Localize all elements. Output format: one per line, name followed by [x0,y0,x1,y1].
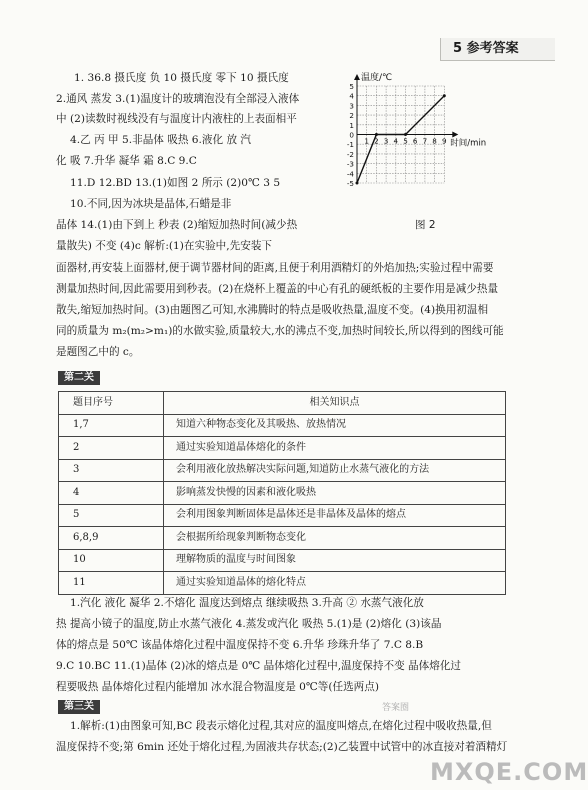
table-cell: 会根据所给现象判断物态变化 [164,527,506,550]
answer-line: 温度保持不变;第 6min 还处于熔化过程,为固液共存状态;(2)乙装置中试管中的冰直接对着酒精灯 [56,741,508,753]
series-line [357,96,444,183]
y-tick-label: 0 [349,130,354,140]
table-header-row [59,392,506,415]
table-cell: 影响蒸发快慢的因素和液化吸热 [164,482,506,505]
page-header: 5 参考答案 [453,41,519,56]
y-axis-arrow [354,74,360,80]
answer-line: 1.解析:(1)由图象可知,BC 段表示熔化过程,其对应的温度叫熔点,在熔化过程中吸收热量,但 [70,720,492,732]
watermark-logo: MXQE.COM [430,758,588,786]
table-row [59,572,506,595]
table-cell: 11 [59,572,164,595]
column-header: 相关知识点 [164,392,506,415]
answer-line: 热 提高小镜子的温度,防止水蒸气液化 4.蒸发或汽化 吸热 5.(1)是 (2)熔化 (3)该晶 [56,618,442,630]
table-row [59,482,506,505]
answer-line: 11.D 12.BD 13.(1)如图 2 所示 (2)0℃ 3 5 [70,177,281,189]
x-axis-label: 时间/min [450,138,487,149]
y-tick-label: 5 [349,82,354,91]
knowledge-table [58,391,506,595]
data-point [356,182,359,185]
x-tick-label: 1 [364,136,369,146]
answer-line: 面器材,再安装上面器材,便于调节器材间的距离,且便于利用酒精灯的外焰加热;实验过程中需要 [56,262,494,274]
x-tick-label: 2 [374,136,379,146]
table-row [59,459,506,482]
table-cell: 1,7 [59,414,164,437]
answer-line: 1.汽化 液化 凝华 2.不熔化 温度达到熔点 继续吸热 3.升高 ② 水蒸气液化放 [70,597,424,609]
data-point [443,94,446,97]
table-row [59,414,506,437]
answer-line: 2.通风 蒸发 3.(1)温度计的玻璃泡没有全部浸入液体 [56,93,300,105]
table-cell: 通过实验知道晶体熔化的条件 [164,437,506,460]
column-header: 题目序号 [59,392,164,415]
y-tick-label: -3 [346,159,354,169]
table-cell: 4 [59,482,164,505]
y-tick-label: 1 [349,120,354,130]
answer-line: 化 吸 7.升华 凝华 霜 8.C 9.C [56,155,197,167]
table-row [59,527,506,550]
table-cell: 理解物质的温度与时间图象 [164,549,506,572]
y-axis-label: 温度/℃ [361,73,393,83]
x-tick-label: 6 [412,136,418,146]
x-axis-arrow [452,132,458,138]
temperature-time-chart [345,64,505,214]
table-cell: 10 [59,549,164,572]
y-tick-label: 4 [349,91,354,101]
y-tick-label: 2 [349,111,354,121]
y-tick-label: -4 [346,169,354,179]
table-row [59,437,506,460]
section-tag-3: 第三关 [58,700,100,714]
answer-line: 程要吸热 晶体熔化过程内能增加 冰水混合物温度是 0℃等(任选两点) [56,681,379,693]
table-cell: 知道六种物态变化及其吸热、放热情况 [164,414,506,437]
answer-line: 1. 36.8 摄氏度 负 10 摄氏度 零下 10 摄氏度 [74,72,289,84]
section-tag-2: 第二关 [58,371,100,385]
table-cell: 通过实验知道晶体的熔化特点 [164,572,506,595]
answer-line: 晶体 14.(1)由下到上 秒表 (2)缩短加热时间(减少热 [56,219,298,231]
answer-line: 9.C 10.BC 11.(1)晶体 (2)冰的熔点是 0℃ 晶体熔化过程中,温度保持不变 晶体熔化过 [56,660,462,672]
table-cell: 6,8,9 [59,527,164,550]
answer-line: 体的熔点是 50℃ 该晶体熔化过程中温度保持不变 6.升华 珍珠升华了 7.C 8.B [56,639,424,651]
x-tick-label: 5 [403,136,408,146]
data-point [375,133,378,136]
x-tick-label: 8 [432,136,437,146]
table-cell: 会利用图象判断固体是晶体还是非晶体及晶体的熔点 [164,504,506,527]
y-tick-label: -5 [346,179,354,188]
y-tick-label: -2 [346,149,354,159]
x-tick-label: 7 [422,136,428,146]
y-tick-label: 3 [349,101,354,111]
table-cell: 5 [59,504,164,527]
y-tick-label: -1 [346,140,354,150]
x-tick-label: 4 [393,136,399,146]
table-row [59,504,506,527]
table-cell: 3 [59,459,164,482]
table-cell: 2 [59,437,164,460]
watermark-top: 答案圈 [382,703,410,713]
answer-line: 是题图乙中的 c。 [56,346,140,358]
figure-caption: 图 2 [415,219,436,231]
answer-line: 10.不同,因为冰块是晶体,石蜡是非 [70,198,232,210]
answer-line: 同的质量为 m₂(m₂>m₁)的水做实验,质量较大,水的沸点不变,加热时间较长,所以得到的图线可能 [56,325,504,337]
answer-line: 测量加热时间,因此需要用到秒表。(2)在烧杯上覆盖的中心有孔的硬纸板的主要作用是减少热量 [56,283,499,295]
data-point [404,133,407,136]
answer-line: 中 (2)读数时视线没有与温度计内液柱的上表面相平 [56,113,297,125]
table-cell: 会利用液化放热解决实际问题,知道防止水蒸气液化的方法 [164,459,506,482]
answer-line: 量散失) 不变 (4)c 解析:(1)在实验中,先安装下 [56,240,273,252]
x-tick-label: 9 [442,136,447,146]
x-tick-label: 3 [383,136,389,146]
answer-line: 散失,缩短加热时间。(3)由题图乙可知,水沸腾时的特点是吸收热量,温度不变。(4)换用初温相 [56,304,489,316]
answer-line: 4.乙 丙 甲 5.非晶体 吸热 6.液化 放 汽 [70,134,252,146]
table-row [59,549,506,572]
